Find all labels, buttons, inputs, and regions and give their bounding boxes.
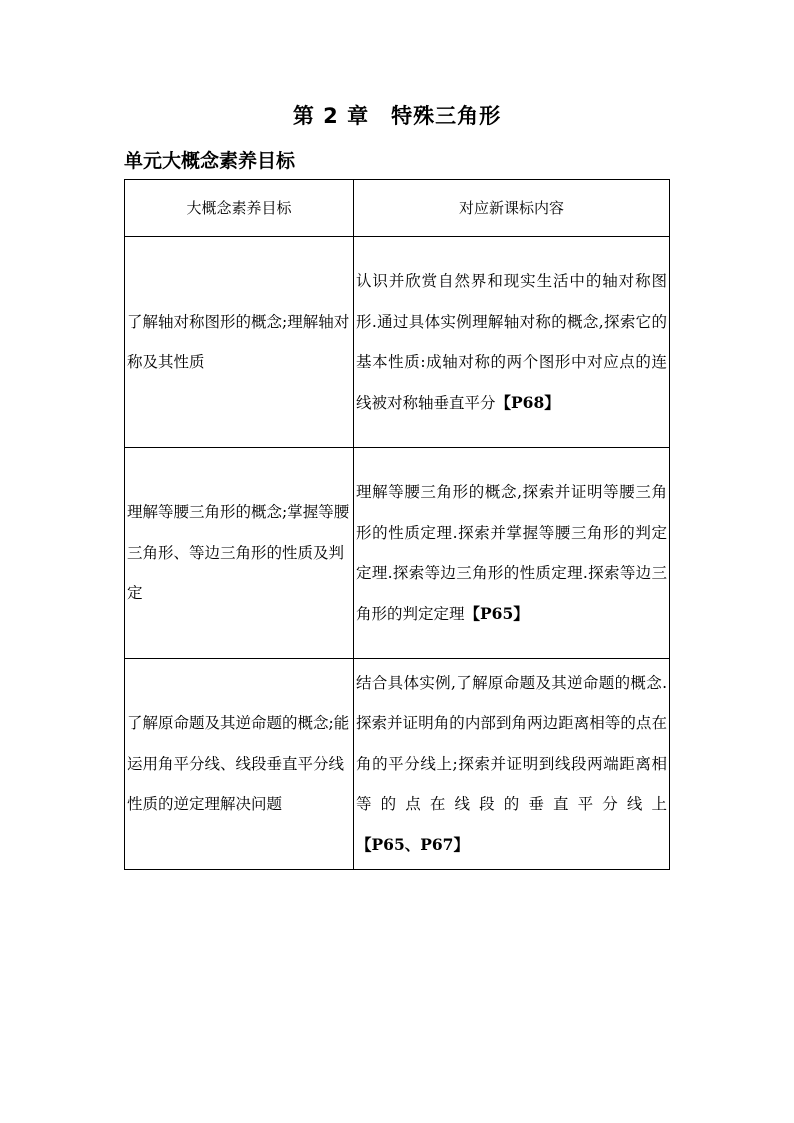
table-header-row (125, 180, 670, 237)
header-content: 对应新课标内容 (354, 180, 670, 237)
goal-text: 了解轴对称图形的概念;理解轴对称及其性质 (127, 312, 350, 371)
page-reference: 【P65】 (464, 603, 529, 623)
goal-cell (125, 237, 354, 448)
table-row (125, 659, 670, 870)
goal-cell (125, 448, 354, 659)
goal-text: 了解原命题及其逆命题的概念;能运用角平分线、线段垂直平分线性质的逆定理解决问题 (127, 714, 350, 814)
goal-cell (125, 659, 354, 870)
goals-table (124, 179, 670, 870)
table-row (125, 448, 670, 659)
content-cell (354, 448, 670, 659)
content-cell (354, 237, 670, 448)
section-title: 单元大概念素养目标 (124, 150, 296, 172)
chapter-title: 第 2 章 特殊三角形 (292, 104, 502, 128)
header-goal: 大概念素养目标 (125, 180, 354, 237)
page-reference: 【P68】 (495, 392, 560, 412)
content-text: 理解等腰三角形的概念,探索并证明等腰三角形的性质定理.探索并掌握等腰三角形的判定定理.探索等边三角形的性质定理.探索等边三角形的判定定理 (356, 483, 667, 623)
content-text: 结合具体实例,了解原命题及其逆命题的概念.探索并证明角的内部到角两边距离相等的点在角的平分线上;探索并证明到线段两端距离相等的点在线段的垂直平分线上 (356, 673, 667, 814)
content-cell (354, 659, 670, 870)
goal-text: 理解等腰三角形的概念;掌握等腰三角形、等边三角形的性质及判定 (127, 503, 350, 603)
page-reference: 【P65、P67】 (356, 834, 469, 854)
table-row (125, 237, 670, 448)
content-text: 认识并欣赏自然界和现实生活中的轴对称图形.通过具体实例理解轴对称的概念,探索它的基本性质:成轴对称的两个图形中对应点的连线被对称轴垂直平分 (356, 272, 667, 412)
